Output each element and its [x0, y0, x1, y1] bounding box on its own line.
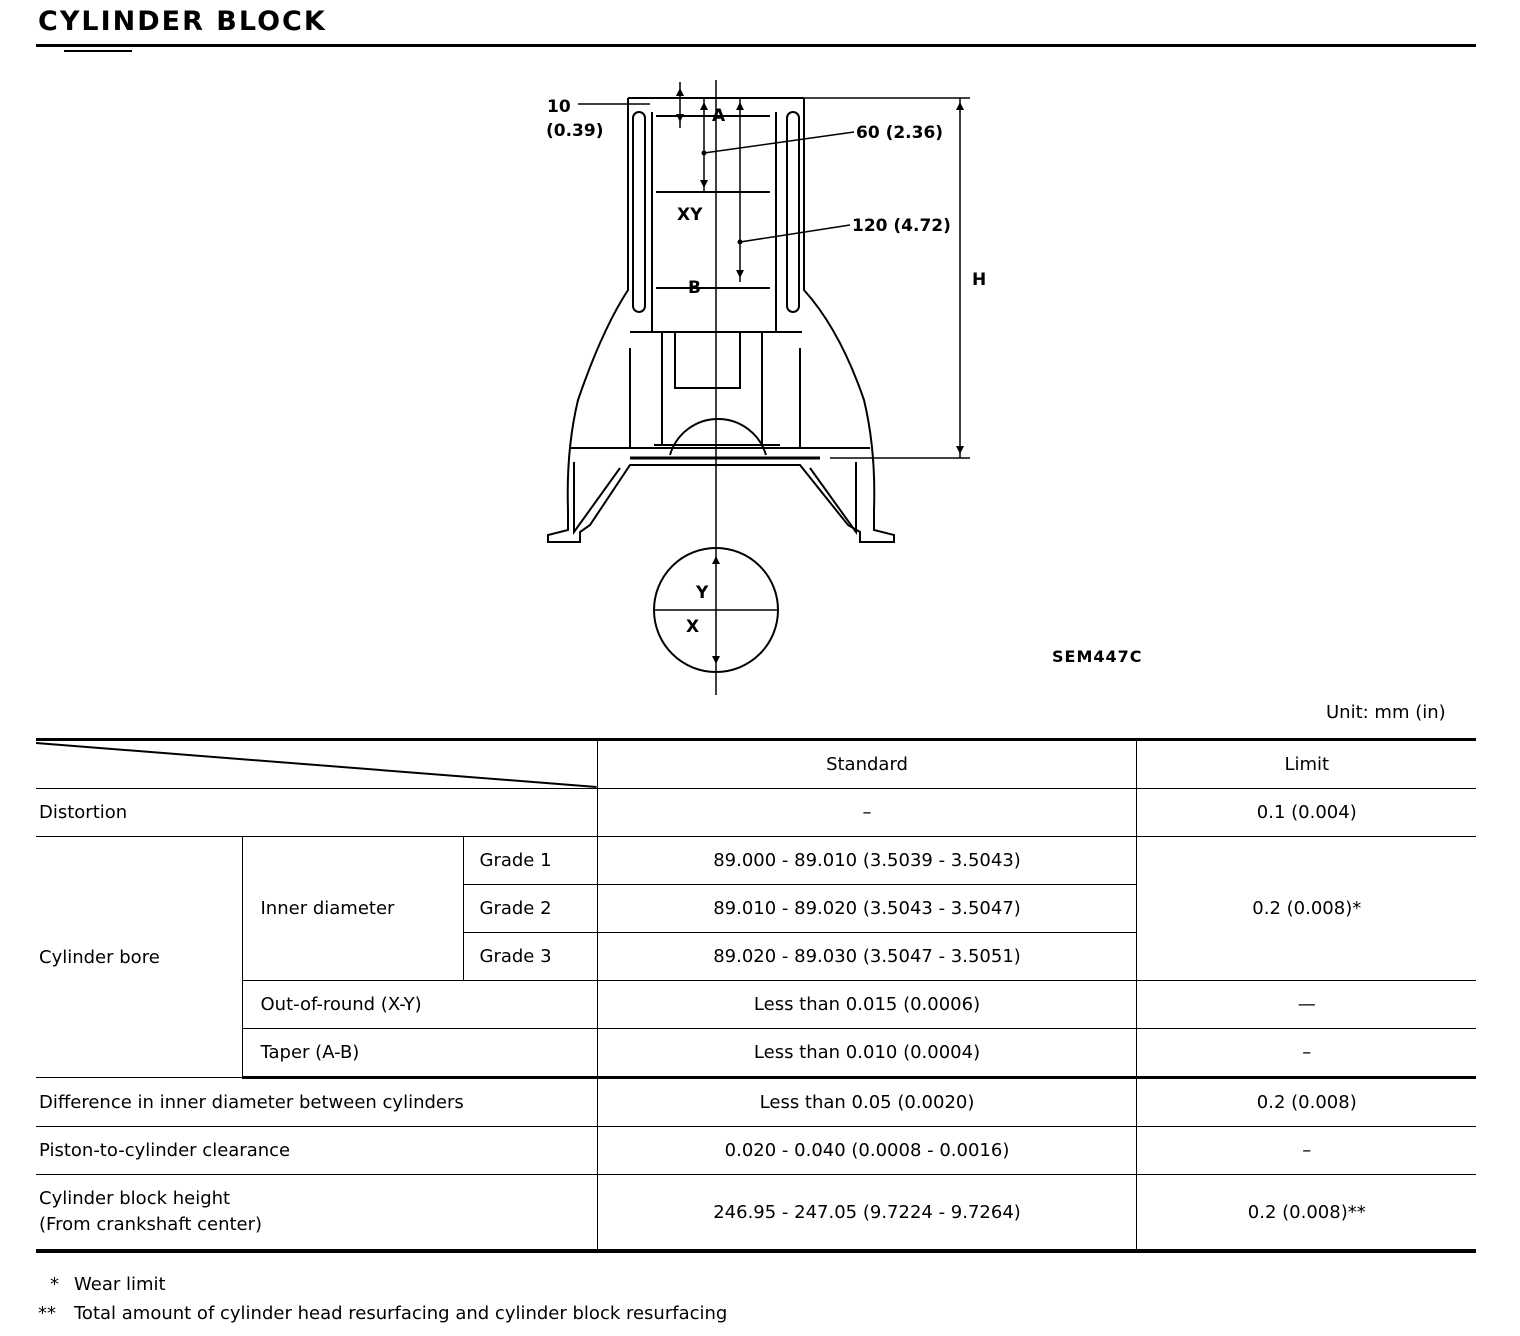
page-title: CYLINDER BLOCK: [38, 6, 327, 37]
taper-limit: –: [1136, 1029, 1476, 1078]
cylinder-block-diagram: [530, 70, 1000, 710]
title-rule-accent: [64, 50, 132, 52]
block-height-label: [36, 1175, 597, 1252]
distortion-label: Distortion: [36, 789, 597, 837]
unit-note: Unit: mm (in): [1326, 702, 1446, 723]
out-of-round-label: Out-of-round (X-Y): [242, 981, 597, 1029]
xy-label: XY: [677, 205, 703, 225]
taper-label: Taper (A-B): [242, 1029, 597, 1078]
table-row-taper: [36, 1029, 1476, 1078]
figure-code: SEM447C: [1052, 647, 1143, 666]
footnote-resurfacing: [38, 1299, 727, 1328]
header-standard: Standard: [597, 740, 1136, 789]
header-corner-cell: [36, 740, 597, 789]
height-h-label: H: [972, 270, 987, 290]
grade-2-label: Grade 2: [463, 885, 597, 933]
block-height-label-line1: Cylinder block height: [39, 1188, 231, 1209]
table-header-row: [36, 740, 1476, 789]
table-row-distortion: [36, 789, 1476, 837]
footnote-text-2: Total amount of cylinder head resurfacing and cylinder block resurfacing: [74, 1303, 728, 1324]
clearance-limit: –: [1136, 1127, 1476, 1175]
point-b-label: B: [688, 278, 701, 298]
inner-diameter-limit: 0.2 (0.008)*: [1136, 837, 1476, 981]
point-a-label: A: [712, 106, 726, 126]
grade-3-standard: 89.020 - 89.030 (3.5047 - 3.5051): [597, 933, 1136, 981]
footnote-wear-limit: [38, 1270, 727, 1299]
taper-standard: Less than 0.010 (0.0004): [597, 1029, 1136, 1078]
distortion-standard: –: [597, 789, 1136, 837]
grade-3-label: Grade 3: [463, 933, 597, 981]
block-height-standard: 246.95 - 247.05 (9.7224 - 9.7264): [597, 1175, 1136, 1252]
header-limit: Limit: [1136, 740, 1476, 789]
inner-diameter-label: Inner diameter: [242, 837, 463, 981]
footnote-mark-2: **: [38, 1303, 56, 1324]
grade-1-label: Grade 1: [463, 837, 597, 885]
axis-x-label: X: [686, 617, 700, 637]
out-of-round-limit: —: [1136, 981, 1476, 1029]
grade-1-standard: 89.000 - 89.010 (3.5039 - 3.5043): [597, 837, 1136, 885]
footnote-mark-1: *: [50, 1274, 59, 1295]
out-of-round-standard: Less than 0.015 (0.0006): [597, 981, 1136, 1029]
title-rule: [36, 44, 1476, 47]
difference-label: Difference in inner diameter between cylinders: [36, 1078, 597, 1127]
depth-120-label: 120 (4.72): [852, 216, 951, 236]
table-row-block-height: [36, 1175, 1476, 1252]
clearance-label: Piston-to-cylinder clearance: [36, 1127, 597, 1175]
dim-10-inch-label: (0.39): [546, 121, 604, 141]
difference-standard: Less than 0.05 (0.0020): [597, 1078, 1136, 1127]
table-row-out-of-round: [36, 981, 1476, 1029]
cylinder-block-spec-table: [36, 738, 1476, 1253]
footnote-text-1: Wear limit: [74, 1274, 166, 1295]
table-row-clearance: [36, 1127, 1476, 1175]
table-row-difference: [36, 1078, 1476, 1127]
difference-limit: 0.2 (0.008): [1136, 1078, 1476, 1127]
dim-10-label: 10: [547, 97, 571, 117]
block-height-label-line2: (From crankshaft center): [39, 1214, 263, 1235]
grade-2-standard: 89.010 - 89.020 (3.5043 - 3.5047): [597, 885, 1136, 933]
footnotes: [38, 1270, 727, 1328]
block-height-limit: 0.2 (0.008)**: [1136, 1175, 1476, 1252]
table-row-grade-1: [36, 837, 1476, 885]
cylinder-bore-label: Cylinder bore: [36, 837, 242, 1078]
depth-60-label: 60 (2.36): [856, 123, 944, 143]
clearance-standard: 0.020 - 0.040 (0.0008 - 0.0016): [597, 1127, 1136, 1175]
distortion-limit: 0.1 (0.004): [1136, 789, 1476, 837]
axis-y-label: Y: [696, 583, 709, 603]
